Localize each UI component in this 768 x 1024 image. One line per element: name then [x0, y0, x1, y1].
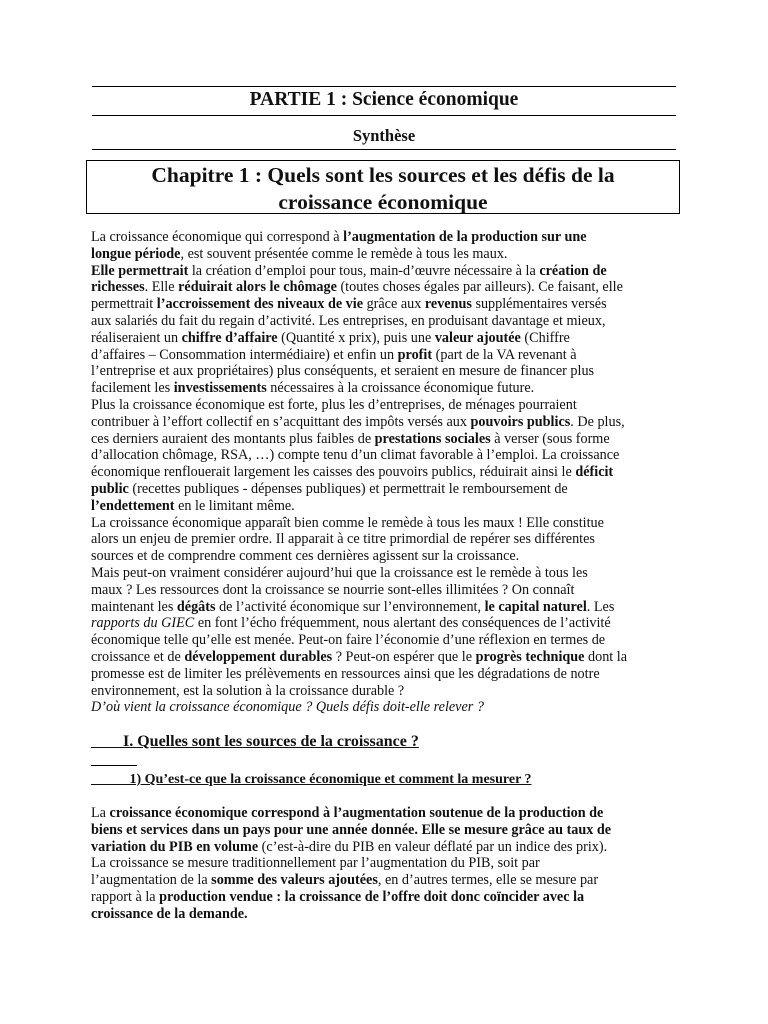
text-line [91, 246, 681, 263]
text-line [91, 498, 681, 515]
subsection-heading-1 [91, 772, 532, 788]
bold-text: déficit [575, 464, 614, 481]
text-run: dont la [584, 648, 628, 665]
bold-text: création de [539, 262, 607, 279]
text-line [91, 296, 681, 313]
bold-text: revenus [424, 296, 472, 313]
text-line [91, 548, 681, 565]
text-run: , en d’autres termes, elle se mesure par [377, 872, 599, 889]
text-line [91, 481, 681, 498]
bold-text: valeur ajoutée [434, 329, 521, 346]
text-run: contribuer à l’effort collectif en s’acquittant des impôts versés aux [91, 413, 471, 430]
subtitle: Synthèse [352, 126, 416, 145]
text-run: La croissance se mesure traditionnellement par l’augmentation du PIB, soit par [91, 855, 540, 872]
bold-text: progrès technique [475, 648, 585, 665]
italic-text: D’où vient la croissance économique ? Quels défis doit-elle relever ? [91, 699, 484, 716]
text-line [91, 279, 681, 296]
text-run: sources et de comprendre comment ces dernières agissent sur la croissance. [91, 548, 520, 565]
text-line [91, 615, 681, 632]
text-run: supplémentaires versés [471, 296, 607, 313]
text-line [91, 263, 681, 280]
text-line [91, 515, 681, 532]
text-run: La croissance économique apparaît bien comme le remède à tous les maux ! Elle constitue [91, 514, 604, 531]
bold-text: croissance économique correspond à l’augmentation soutenue de la production de [109, 805, 604, 821]
text-line [91, 839, 681, 856]
text-run: (c’est-à-dire du PIB en valeur déflaté par un indice des prix). [258, 838, 608, 855]
text-line [91, 683, 681, 700]
bold-text: réduirait alors le chômage [178, 279, 337, 296]
text-line [91, 582, 681, 599]
subsection-indent [91, 772, 130, 787]
text-run: en font l’écho fréquemment, nous alertant des conséquences de l’activité [194, 615, 611, 632]
text-run: à verser (sous forme [490, 430, 610, 447]
text-line [91, 347, 681, 364]
text-line [91, 889, 681, 906]
text-line [91, 565, 681, 582]
text-run: ces derniers auraient des montants plus faibles de [91, 430, 375, 447]
text-run: (recettes publiques - dépenses publiques) et permettrait le remboursement de [128, 480, 568, 497]
bold-text: croissance de la demande. [91, 905, 248, 922]
text-run: en le limitant même. [174, 497, 295, 514]
bold-text: variation du PIB en volume [91, 838, 259, 855]
text-run: d’affaires – Consommation intermédiaire) et enfin un [91, 346, 398, 363]
text-line [91, 666, 681, 683]
bold-text: Elle permettrait [91, 262, 189, 279]
text-run: rapport à la [91, 888, 160, 905]
top-rule [92, 86, 676, 87]
text-run: La [91, 805, 110, 821]
text-run: ? Peut-on espérer que le [332, 648, 476, 665]
text-line [91, 632, 681, 649]
bold-text: biens et services dans un pays pour une année donnée. Elle se mesure grâce au taux de [91, 821, 612, 838]
bold-text: somme des valeurs ajoutées [211, 872, 378, 889]
text-run: aux salariés du fait du regain d’activité. Les entreprises, en produisant davantage et mieux, [91, 312, 606, 329]
bold-text: dégâts [176, 598, 216, 615]
text-run: d’allocation chômage, RSA, …) compte tenu d’un climat favorable à l’emploi. La croissance [91, 447, 620, 464]
intro-paragraphs [91, 229, 681, 716]
bottom-rule [92, 149, 676, 150]
bold-text: profit [397, 346, 433, 363]
text-run: . Les [586, 598, 615, 615]
bold-text: production vendue : la croissance de l’offre doit donc coïncider avec la [159, 888, 585, 905]
text-line [91, 431, 681, 448]
bold-text: investissements [173, 380, 267, 397]
text-run: . Elle [144, 279, 179, 296]
bold-text: l’accroissement des niveaux de vie [156, 296, 364, 313]
text-run: grâce aux [363, 296, 425, 313]
bold-text: prestations sociales [374, 430, 491, 447]
text-line [91, 414, 681, 431]
chapter-title-line2: croissance économique [278, 190, 488, 214]
text-line [91, 872, 681, 889]
text-run: alors un enjeu de premier ordre. Il apparait à ce titre primordial de repérer ses différentes [91, 531, 595, 548]
text-run: nécessaires à la croissance économique future. [266, 380, 535, 397]
text-line [91, 531, 681, 548]
section-label: I. Quelles sont les sources de la croissance ? [123, 733, 419, 750]
bold-text: pouvoirs publics [470, 413, 571, 430]
text-line [91, 330, 681, 347]
text-run: Mais peut-on vraiment considérer aujourd’hui que la croissance est le remède à tous les [91, 564, 588, 581]
text-run: , est souvent présentée comme le remède à tous les maux. [180, 245, 508, 262]
text-run: de l’activité économique sur l’environnement, [215, 598, 485, 615]
section-heading-1 [91, 733, 419, 751]
short-divider [91, 765, 137, 766]
text-line [91, 855, 681, 872]
chapter-title-line1: Chapitre 1 : Quels sont les sources et les défis de la [151, 163, 615, 187]
text-run: La croissance économique qui correspond à [91, 229, 344, 245]
text-run: la création d’emploi pour tous, main-d’œuvre nécessaire à la [188, 262, 540, 279]
text-run: facilement les [91, 380, 174, 397]
text-run: (Quantité x prix), puis une [277, 329, 435, 346]
text-run: permettrait [91, 296, 157, 313]
text-run: Plus la croissance économique est forte, plus les d’entreprises, de ménages pourraient [91, 396, 577, 413]
bold-text: l’augmentation de la production sur une [343, 229, 587, 245]
text-line [91, 447, 681, 464]
text-line [91, 906, 681, 923]
text-run: (Chiffre [520, 329, 570, 346]
text-run: (toutes choses égales par ailleurs). Ce faisant, elle [336, 279, 623, 296]
italic-text: rapports du GIEC [91, 615, 195, 632]
part-title: PARTIE 1 : Science économique [249, 89, 519, 110]
text-run: promesse est de limiter les prélèvements en ressources ainsi que les dégradations de notre [91, 665, 600, 682]
text-run: environnement, est la solution à la croissance durable ? [91, 682, 405, 699]
text-run: croissance et de [91, 648, 185, 665]
section-indent [91, 733, 123, 750]
subsection-label: 1) Qu’est-ce que la croissance économique et comment la mesurer ? [129, 772, 532, 787]
text-line [91, 649, 681, 666]
bold-text: richesses [91, 279, 145, 296]
text-run: (part de la VA revenant à [432, 346, 577, 363]
definition-paragraph [91, 805, 681, 923]
middle-rule [92, 115, 676, 116]
bold-text: public [91, 480, 129, 497]
section-heading-1-text [91, 733, 419, 750]
bold-text: longue période [91, 245, 181, 262]
text-run: économique telle qu’elle est menée. Peut-on faire l’économie d’une réflexion en termes de [91, 632, 606, 649]
text-run: . De plus, [570, 413, 625, 430]
bold-text: développement durables [184, 648, 333, 665]
text-line [91, 229, 681, 246]
text-run: économique renflouerait largement les caisses des pouvoirs publics, réduirait ainsi le [91, 464, 576, 481]
text-run: l’augmentation de la [91, 872, 212, 889]
bold-text: le capital naturel [484, 598, 587, 615]
bold-text: chiffre d’affaire [181, 329, 278, 346]
chapter-title-box [86, 160, 680, 214]
text-line [91, 805, 681, 822]
text-run: maintenant les [91, 598, 177, 615]
bold-text: l’endettement [91, 497, 175, 514]
text-line [91, 380, 681, 397]
text-line [91, 313, 681, 330]
text-line [91, 397, 681, 414]
text-line [91, 599, 681, 616]
text-line [91, 363, 681, 380]
text-line [91, 699, 681, 716]
text-run: réaliseraient un [91, 329, 182, 346]
text-run: maux ? Les ressources dont la croissance se nourrie sont-elles illimitées ? On connaît [91, 581, 575, 598]
text-run: l’entreprise et aux propriétaires) plus conséquents, et seraient en mesure de financer plus [91, 363, 595, 380]
text-line [91, 822, 681, 839]
text-line [91, 464, 681, 481]
